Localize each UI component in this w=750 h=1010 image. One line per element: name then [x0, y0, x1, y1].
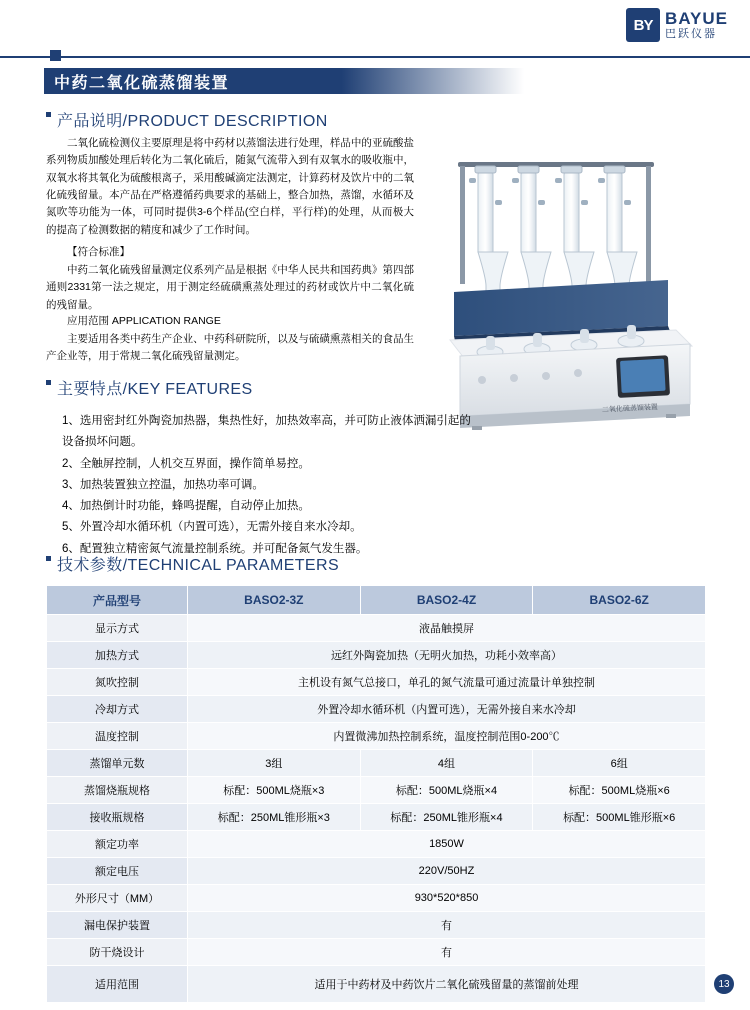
row-label: 温度控制	[47, 723, 188, 750]
title-square-marker	[50, 50, 61, 61]
description-text-2: 中药二氧化硫残留量测定仪系列产品是根据《中华人民共和国药典》第四部通则2331第一法之规定，用于测定经硫磺熏蒸处理过的药材或饮片中二氧化硫的残留量。	[46, 264, 414, 311]
row-value: 6组	[533, 750, 706, 777]
spec-table-body	[47, 615, 706, 1003]
header-divider	[0, 56, 750, 58]
bullet-square-icon	[46, 112, 51, 117]
table-row	[47, 804, 706, 831]
row-label: 蒸馏烧瓶规格	[47, 777, 188, 804]
row-value: 标配：500ML烧瓶×6	[533, 777, 706, 804]
page-number: 13	[714, 974, 734, 994]
product-illustration	[420, 140, 720, 430]
row-value: 220V/50HZ	[188, 858, 706, 885]
table-row	[47, 966, 706, 1003]
standard-title	[46, 244, 414, 261]
feature-item-1: 1、选用密封红外陶瓷加热器，集热性好，加热效率高，并可防止液体洒漏引起的设备损坏问题。	[62, 415, 471, 449]
row-value: 标配：500ML烧瓶×3	[188, 777, 361, 804]
spec-table	[46, 585, 706, 1003]
page-title-block	[44, 68, 524, 94]
table-row	[47, 777, 706, 804]
row-value: 液晶触摸屏	[188, 615, 706, 642]
row-value: 标配：250ML锥形瓶×4	[360, 804, 533, 831]
table-row	[47, 750, 706, 777]
row-label: 外形尺寸（MM）	[47, 885, 188, 912]
section-heading-features	[46, 376, 253, 399]
application-range-title	[46, 313, 414, 330]
product-photo	[420, 140, 720, 430]
feature-item-5: 5、外置冷却水循环机（内置可选），无需外接自来水冷却。	[62, 521, 362, 534]
section-heading-description-label: 产品说明/PRODUCT DESCRIPTION	[57, 113, 328, 130]
description-paragraph-2	[46, 262, 414, 314]
col-header-1: BASO2-3Z	[188, 586, 361, 615]
bullet-square-icon	[46, 556, 51, 561]
logo-badge: BY	[626, 8, 660, 42]
section-heading-features-label: 主要特点/KEY FEATURES	[57, 381, 253, 398]
section-heading-parameters-label: 技术参数/TECHNICAL PARAMETERS	[57, 557, 340, 574]
logo-name-cn: 巴跃仪器	[665, 27, 718, 40]
company-logo	[626, 8, 728, 42]
table-header-row	[47, 586, 706, 615]
table-row	[47, 831, 706, 858]
row-label: 额定功率	[47, 831, 188, 858]
row-value: 标配：500ML烧瓶×4	[360, 777, 533, 804]
description-paragraph-3	[46, 331, 414, 366]
row-label: 冷却方式	[47, 696, 188, 723]
col-header-2: BASO2-4Z	[360, 586, 533, 615]
device-label-text: 二氧化硫蒸馏装置	[601, 404, 659, 414]
table-row	[47, 615, 706, 642]
row-value: 标配：250ML锥形瓶×3	[188, 804, 361, 831]
logo-name-en: BAYUE	[665, 8, 728, 28]
feature-item-6: 6、配置独立精密氮气流量控制系统。并可配备氮气发生器。	[62, 542, 368, 555]
row-value: 有	[188, 939, 706, 966]
feature-item-4: 4、加热倒计时功能，蜂鸣提醒，自动停止加热。	[62, 500, 310, 513]
table-row	[47, 939, 706, 966]
description-paragraph-1	[46, 135, 414, 239]
row-value: 4组	[360, 750, 533, 777]
feature-item-3: 3、加热装置独立控温，加热功率可调。	[62, 478, 264, 491]
feature-item-2: 2、全触屏控制，人机交互界面，操作简单易控。	[62, 457, 310, 470]
row-label: 适用范围	[47, 966, 188, 1003]
row-value: 930*520*850	[188, 885, 706, 912]
bullet-square-icon	[46, 380, 51, 385]
row-value: 标配：500ML锥形瓶×6	[533, 804, 706, 831]
row-value: 3组	[188, 750, 361, 777]
row-value: 适用于中药材及中药饮片二氧化硫残留量的蒸馏前处理	[188, 966, 706, 1003]
row-label: 蒸馏单元数	[47, 750, 188, 777]
row-label: 防干烧设计	[47, 939, 188, 966]
table-row	[47, 885, 706, 912]
table-row	[47, 642, 706, 669]
row-label: 接收瓶规格	[47, 804, 188, 831]
row-value: 主机设有氮气总接口，单孔的氮气流量可通过流量计单独控制	[188, 669, 706, 696]
row-value: 内置微沸加热控制系统，温度控制范围0-200℃	[188, 723, 706, 750]
application-range-title-text: 应用范围 APPLICATION RANGE	[67, 315, 221, 327]
row-label: 额定电压	[47, 858, 188, 885]
table-row	[47, 858, 706, 885]
spec-table-wrapper	[46, 585, 706, 1003]
row-label: 氮吹控制	[47, 669, 188, 696]
table-row	[47, 723, 706, 750]
table-row	[47, 669, 706, 696]
table-row	[47, 912, 706, 939]
section-heading-description	[46, 108, 328, 131]
logo-text	[665, 10, 728, 40]
row-value: 有	[188, 912, 706, 939]
features-list	[62, 411, 482, 560]
page-title: 中药二氧化硫蒸馏装置	[54, 74, 230, 92]
row-label: 漏电保护装置	[47, 912, 188, 939]
col-header-3: BASO2-6Z	[533, 586, 706, 615]
table-row	[47, 696, 706, 723]
description-text-1: 二氧化硫检测仪主要原理是将中药材以蒸馏法进行处理，样品中的亚硫酸盐系列物质加酸处理后转化为二氧化硫后，随氮气流带入到有双氧水的吸收瓶中，双氧水将其氧化为硫酸根离子，采用酸碱滴定法测定，计算药材及饮片中的二氧化硫残留量。本产品在严格遵循药典要求的基础上，整合加热，蒸馏，水循环及氮吹等功能为一体，可同时提供3-6个样品(空白样，平行样)的处理，从而极大的提高了检测数据的精度和减少了工作时间。	[46, 137, 414, 236]
section-heading-parameters	[46, 552, 339, 575]
row-label: 显示方式	[47, 615, 188, 642]
title-bar	[44, 68, 524, 94]
col-header-0: 产品型号	[47, 586, 188, 615]
standard-title-text: 【符合标准】	[67, 246, 130, 258]
row-label: 加热方式	[47, 642, 188, 669]
row-value: 1850W	[188, 831, 706, 858]
row-value: 外置冷却水循环机（内置可选），无需外接自来水冷却	[188, 696, 706, 723]
row-value: 远红外陶瓷加热（无明火加热，功耗小效率高）	[188, 642, 706, 669]
description-text-3: 主要适用各类中药生产企业、中药科研院所，以及与硫磺熏蒸相关的食品生产企业等，用于常规二氧化硫残留量测定。	[46, 333, 414, 363]
